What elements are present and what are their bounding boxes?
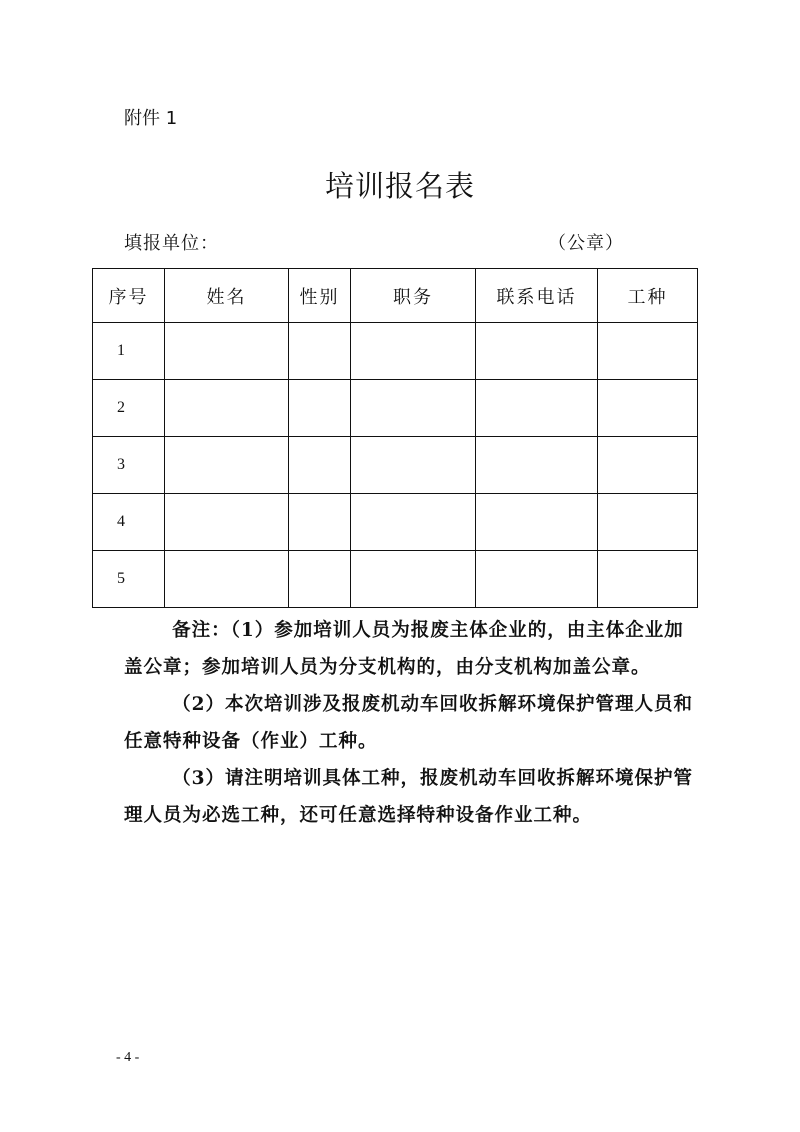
row-number: 5 (93, 551, 165, 608)
phone-cell[interactable] (476, 437, 598, 494)
name-cell[interactable] (165, 323, 289, 380)
page-title: 培训报名表 (324, 169, 475, 203)
page-number: - 4 - (116, 1050, 140, 1065)
seal-label: （公章） (548, 233, 624, 254)
gender-cell[interactable] (289, 437, 351, 494)
fill-unit-label: 填报单位： (124, 233, 219, 254)
job-type-cell[interactable] (598, 494, 698, 551)
phone-cell[interactable] (476, 323, 598, 380)
gender-cell[interactable] (289, 551, 351, 608)
phone-cell[interactable] (476, 494, 598, 551)
position-cell[interactable] (351, 551, 476, 608)
header-phone: 联系电话 (476, 269, 598, 323)
row-number: 3 (93, 437, 165, 494)
row-number: 2 (93, 380, 165, 437)
gender-cell[interactable] (289, 323, 351, 380)
job-type-cell[interactable] (598, 437, 698, 494)
header-name: 姓名 (165, 269, 289, 323)
table-row (93, 437, 698, 494)
name-cell[interactable] (165, 551, 289, 608)
row-number: 4 (93, 494, 165, 551)
header-job-type: 工种 (598, 269, 698, 323)
table-row (93, 323, 698, 380)
table-row (93, 380, 698, 437)
table-row (93, 494, 698, 551)
header-serial: 序号 (93, 269, 165, 323)
job-type-cell[interactable] (598, 380, 698, 437)
name-cell[interactable] (165, 437, 289, 494)
row-number: 1 (93, 323, 165, 380)
registration-table (92, 268, 698, 608)
job-type-cell[interactable] (598, 551, 698, 608)
note-paragraph-3: （3）请注明培训具体工种，报废机动车回收拆解环境保护管理人员为必选工种，还可任意选择特种设备作业工种。 (124, 768, 693, 826)
job-type-cell[interactable] (598, 323, 698, 380)
note-paragraph-1: 备注：（1）参加培训人员为报废主体企业的，由主体企业加盖公章；参加培训人员为分支机构的，由分支机构加盖公章。 (124, 620, 684, 678)
notes-section (124, 612, 694, 834)
name-cell[interactable] (165, 494, 289, 551)
gender-cell[interactable] (289, 380, 351, 437)
phone-cell[interactable] (476, 380, 598, 437)
note-paragraph-2: （2）本次培训涉及报废机动车回收拆解环境保护管理人员和任意特种设备（作业）工种。 (124, 694, 693, 752)
gender-cell[interactable] (289, 494, 351, 551)
position-cell[interactable] (351, 380, 476, 437)
table-row (93, 551, 698, 608)
header-position: 职务 (351, 269, 476, 323)
position-cell[interactable] (351, 494, 476, 551)
position-cell[interactable] (351, 437, 476, 494)
name-cell[interactable] (165, 380, 289, 437)
header-gender: 性别 (289, 269, 351, 323)
position-cell[interactable] (351, 323, 476, 380)
attachment-label: 附件 1 (124, 108, 178, 129)
phone-cell[interactable] (476, 551, 598, 608)
table-header-row (93, 269, 698, 323)
